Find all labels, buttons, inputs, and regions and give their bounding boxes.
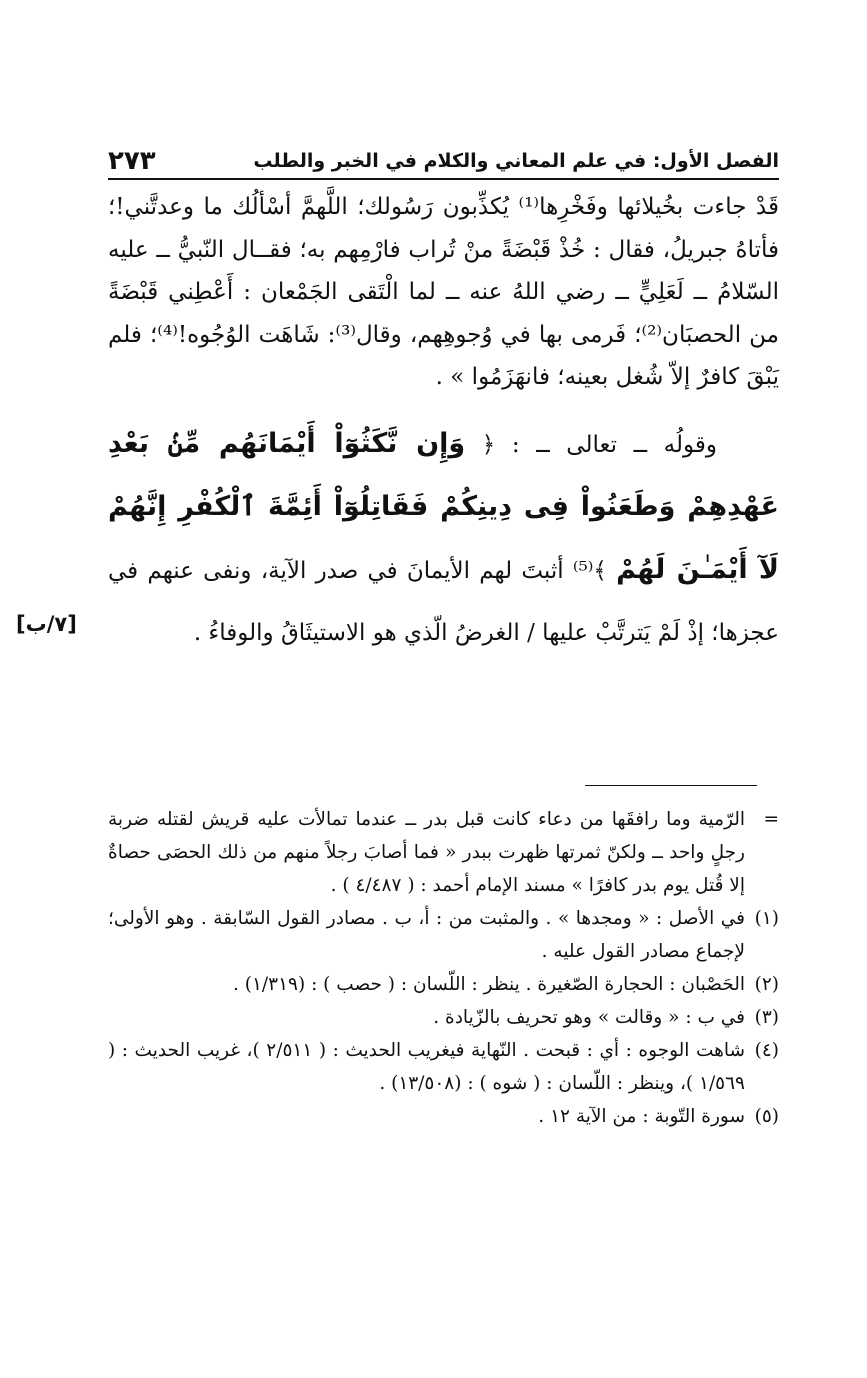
footnote-text: الحَصْبان : الحجارة الصّغيرة . ينظر : اللّسان : ( حصب ) : (١/٣١٩) . [233, 974, 745, 995]
footnote-item [108, 1100, 779, 1133]
footnote-mark: (٣) [754, 1007, 779, 1028]
footnote-mark: (٤) [754, 1040, 779, 1061]
paragraph-verse [108, 413, 779, 664]
chapter-title: الفصل الأول: في علم المعاني والكلام في الخبر والطلب [253, 150, 779, 172]
footnote-text: في ب : « وقالت » وهو تحريف بالزّيادة . [433, 1007, 745, 1028]
verse-intro: وقولُه ــ تعالى ــ : ﴿ [481, 431, 717, 458]
footnote-text: سورة التّوبة : من الآية ١٢ . [538, 1106, 745, 1127]
footnote-separator [585, 785, 757, 786]
verse-commentary: أثبتَ لهم الأيمانَ في صدر الآية، ونفى عنهم في عجزها؛ إذْ لَمْ يَترتَّبْ عليها / الغرضُ الّذي هو الاستيثَاقُ والوفاءُ . [108, 557, 779, 646]
footnote-mark: = [763, 809, 779, 830]
running-header [108, 138, 779, 180]
footnote-item [108, 902, 779, 968]
footnote-text: الرّمية وما رافقَها من دعاء كانت قبل بدر ــ عندما تمالأت عليه قريش لقتله ضربة رجلٍ واحد ــ ولكنّ ثمرتها ظهرت ببدر « فما أصابَ رجلاً منهم من ذلك الحصَى حصاةٌ إلا قُتل يوم بدر كافرًا » مسند الإمام أحمد : ( ٤/٤٨٧ ) . [108, 809, 745, 896]
footnote-mark: (٢) [754, 974, 779, 995]
footnote-text: شاهت الوجوه : أي : قبحت . النّهاية فيغريب الحديث : ( ٢/٥١١ )، غريب الحديث : ( ١/٥٦٩ )، وينظر : اللّسان : ( شوه ) : (١٣/٥٠٨) . [108, 1040, 746, 1094]
footnote-item [108, 1001, 779, 1034]
footnote-mark: (١) [754, 908, 779, 929]
verse-close: ﴾⁽⁵⁾ [572, 557, 607, 584]
page-number: ٢٧٣ [108, 146, 156, 176]
quran-verse: وَإِن نَّكَثُوٓاْ أَيْمَانَهُم مِّنۢ بَعْدِ عَهْدِهِمْ وَطَعَنُواْ فِى دِينِكُمْ فَقَاتِلُوٓاْ أَئِمَّةَ ٱلْكُفْرِ إِنَّهُمْ لَآ أَيْمَـٰنَ لَهُمْ [108, 427, 779, 585]
footnote-item [108, 803, 779, 902]
footnote-text: في الأصل : « ومجدها » . والمثبت من : أ، ب . مصادر القول السّابقة . وهو الأولى؛ لإجماع مصادر القول عليه . [108, 908, 745, 962]
footnotes [108, 803, 779, 1133]
footnote-item [108, 1034, 779, 1100]
footnote-item [108, 968, 779, 1001]
footnote-mark: (٥) [754, 1106, 779, 1127]
manuscript-folio-ref: [٧/ب] [16, 612, 77, 636]
main-text [108, 186, 779, 664]
paragraph-1: قَدْ جاءت بخُيلائها وفَخْرِها⁽¹⁾ يُكذِّبون رَسُولك؛ اللَّهمَّ أسْألُك ما وعدتَّني!؛ فأتاهُ جبريلُ، فقال : خُذْ قَبْضَةً منْ تُراب فارْمِهم به؛ فقــال النّبيُّ ــ عليه السّلامُ ــ لَعَلِيٍّ ــ رضي اللهُ عنه ــ لما الْتَقى الجَمْعان : أَعْطِني قَبْضَةً من الحصبَان⁽²⁾؛ فَرمى بها في وُجوهِهم، وقال⁽³⁾: شَاهَت الوُجُوه!⁽⁴⁾؛ فلم يَبْقَ كافرٌ إلاّ شُغل بعينه؛ فانهَزَمُوا » . [108, 194, 779, 390]
